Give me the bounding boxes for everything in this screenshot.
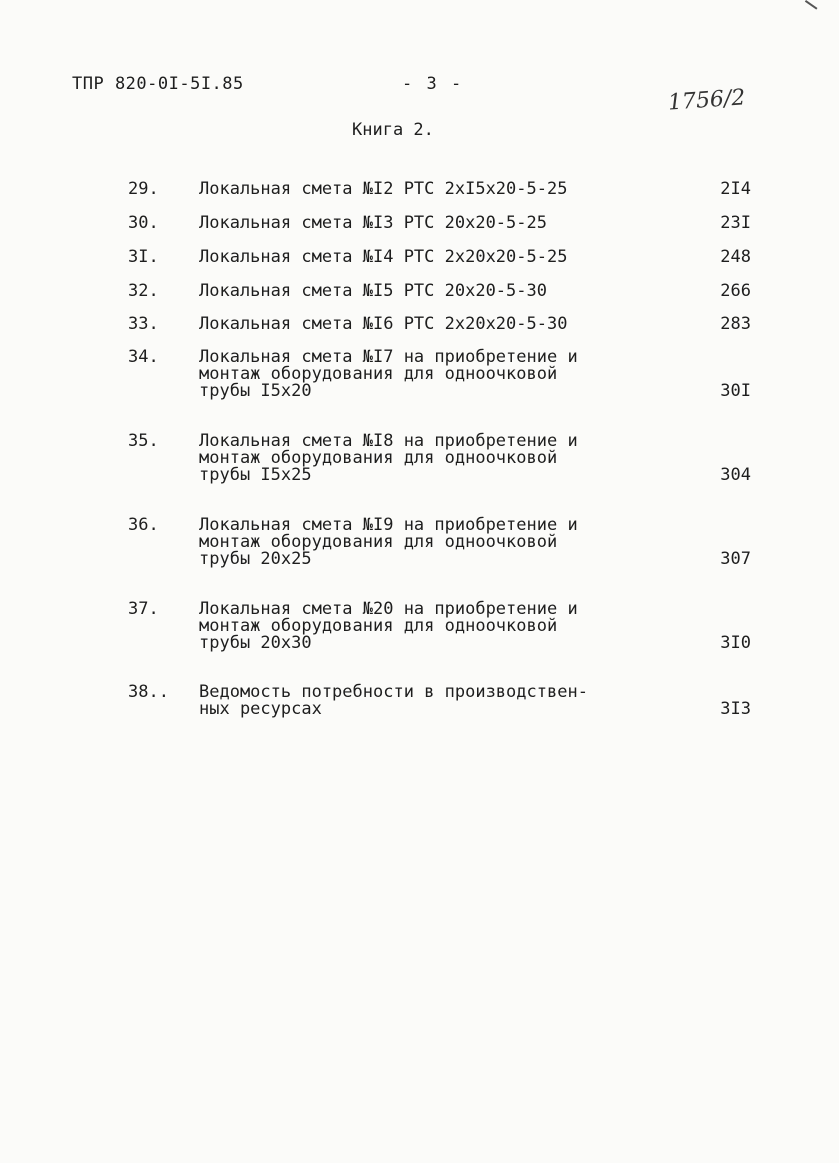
toc-entry-text: Локальная смета №I9 на приобретение и монтаж оборудования для одноочковой трубы 20х25 (199, 515, 578, 569)
toc-entry-number: 35. (128, 431, 159, 451)
toc-entry-number: 3I. (128, 247, 159, 267)
toc-entry-page: 304 (720, 465, 751, 485)
toc-entry-page: 30I (720, 381, 751, 401)
toc-entry-text: Локальная смета №I3 РТС 20х20-5-25 (199, 213, 547, 233)
toc-entry-text: Локальная смета №20 на приобретение и монтаж оборудования для одноочковой трубы 20х30 (199, 599, 578, 653)
toc-entry-number: 36. (128, 515, 159, 535)
toc-entry-number: 37. (128, 599, 159, 619)
toc-entry-number: 29. (128, 179, 159, 199)
toc-entry-page: 3I0 (720, 633, 751, 653)
toc-entry-number: 30. (128, 213, 159, 233)
toc-entry-text: Локальная смета №I2 РТС 2хI5х20-5-25 (199, 179, 568, 199)
toc-entry-text: Локальная смета №I5 РТС 20х20-5-30 (199, 281, 547, 301)
book-title: Книга 2. (352, 120, 434, 140)
toc-entry-text: Локальная смета №I7 на приобретение и монтаж оборудования для одноочковой трубы I5х20 (199, 347, 578, 401)
handwritten-note: 1756/2 (667, 85, 747, 116)
toc-entry-page: 23I (720, 213, 751, 233)
toc-entry-number: 32. (128, 281, 159, 301)
toc-entry-page: 266 (720, 281, 751, 301)
toc-entry-page: 2I4 (720, 179, 751, 199)
toc-entry-text: Локальная смета №I8 на приобретение и монтаж оборудования для одноочковой трубы I5х25 (199, 431, 578, 485)
toc-entry-text: Локальная смета №I6 РТС 2х20х20-5-30 (199, 314, 568, 334)
toc-entry-page: 248 (720, 247, 751, 267)
toc-entry-text: Локальная смета №I4 РТС 2х20х20-5-25 (199, 247, 568, 267)
toc-entry-page: 283 (720, 314, 751, 334)
toc-entry-number: 38.. (128, 682, 169, 702)
document-code: ТПР 820-0I-5I.85 (72, 74, 244, 94)
toc-entry-number: 33. (128, 314, 159, 334)
toc-entry-page: 307 (720, 549, 751, 569)
toc-entry-number: 34. (128, 347, 159, 367)
toc-entry-page: 3I3 (720, 699, 751, 719)
page-number: - 3 - (402, 74, 464, 94)
scan-corner-mark (805, 0, 818, 10)
toc-entry-text: Ведомость потребности в производствен- ных ресурсах (199, 682, 588, 719)
